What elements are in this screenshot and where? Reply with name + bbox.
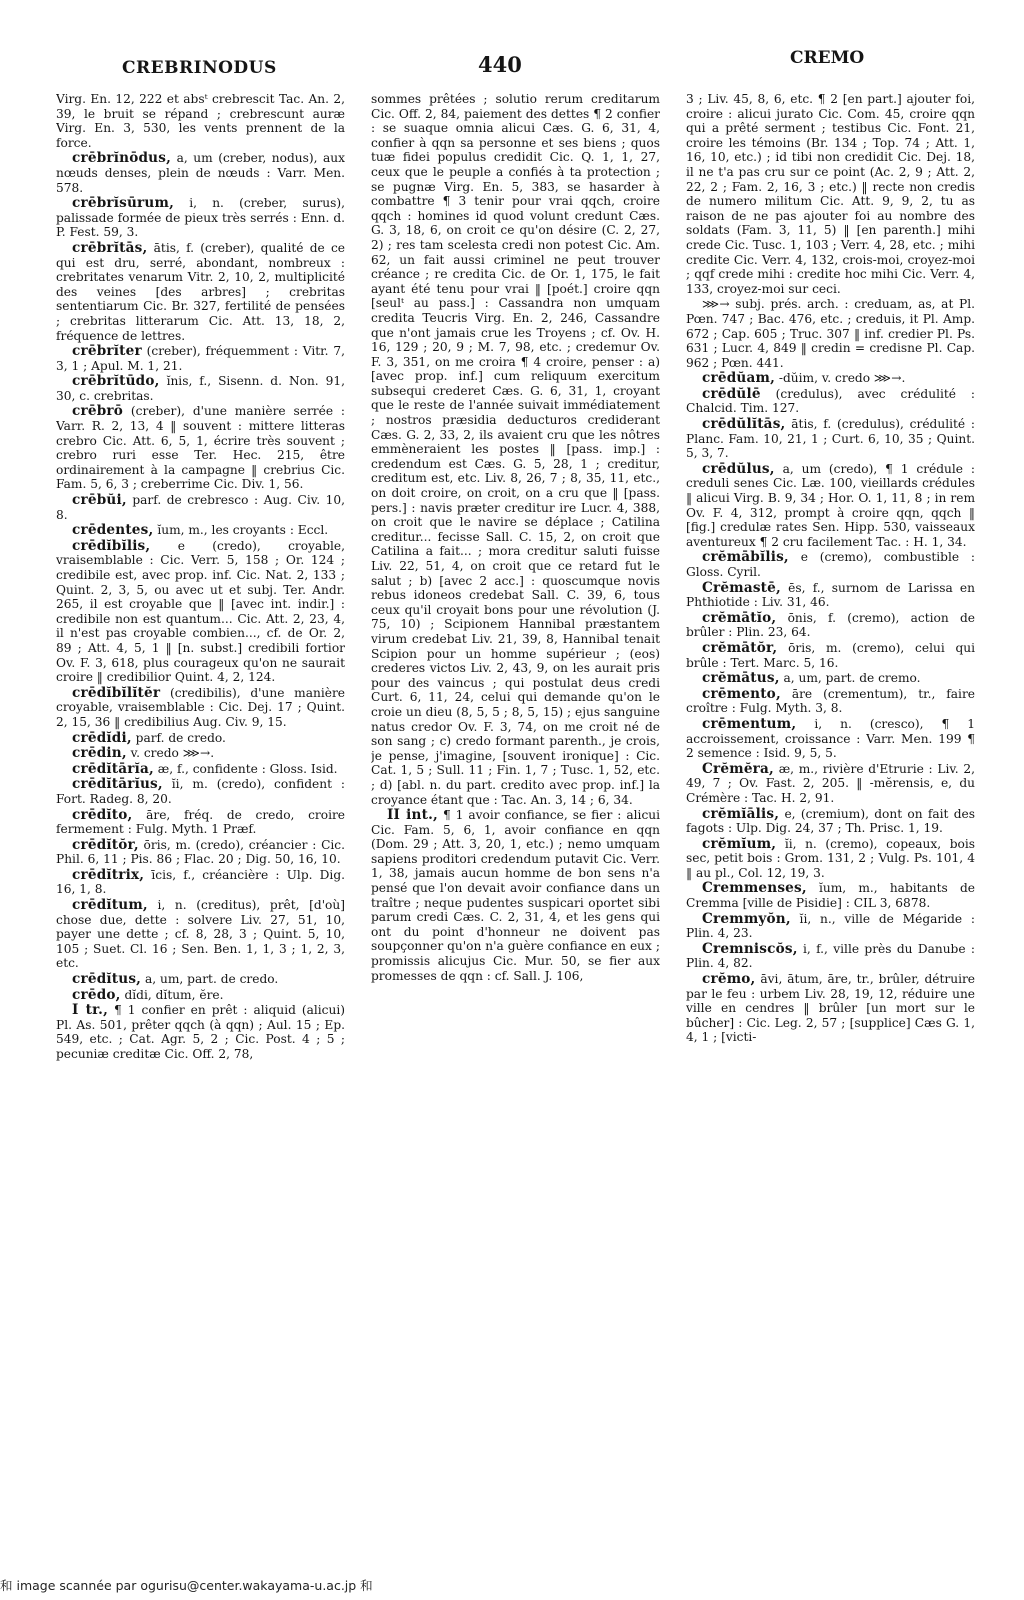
- entry-headword: crēdŭam,: [702, 370, 776, 387]
- entry-text: Virg. En. 12, 222 et absᵗ crebrescit Tac. An. 2, 39, le bruit se répand ; crebrescunt auræ Virg. En. 3, 530, les vents prennent de la force.: [56, 92, 345, 150]
- entry-headword: crēdŭlĭtās,: [702, 416, 786, 433]
- entry-text: a, um, part. de cremo.: [783, 671, 921, 686]
- entry-text: āvi, ātum, āre, tr., brûler, détruire par le feu : urbem Liv. 28, 19, 12, réduire une ville en cendres ‖ brûler [un mort sur le bûcher] : Cic. Leg. 2, 57 ; [supplice] Cæs G. 1, 4, 1 ; [victi-: [686, 972, 975, 1045]
- entry-headword: I tr.,: [72, 1002, 109, 1019]
- entry-text: 3 ; Liv. 45, 8, 6, etc. ¶ 2 [en part.] ajouter foi, croire : alicui jurato Cic. Com. 45, croire qqn qui a prêté serment ; testibus Cic. Font. 21, croire les témoins (Br. 134 ; Top. 74 ; Att. 1, 16, 10, etc.) ; id tibi non credidit Cic. Dej. 18, il ne t'a pas cru sur ce point (Ac. 2, 9 ; Att. 2, 22, 2 ; Fam. 2, 16, 3 ; etc.) ‖ recte non credis de numero militum Cic. Att. 9, 9, 2, tu as raison de ne pas ajouter foi au nombre des soldats (Fam. 3, 11, 5) ‖ [en parenth.] mihi crede Cic. Tusc. 1, 103 ; Verr. 4, 28, etc. ; mihi credite Cic. Verr. 4, 132, crois-moi, croyez-moi ; qqf crede mihi : credite hoc mihi Cic. Verr. 4, 133, croyez-moi sur ceci.: [686, 92, 975, 296]
- dictionary-entry: [686, 942, 975, 971]
- running-head-right: CREMO: [790, 48, 865, 68]
- entry-text: (credibilis), d'une manière croyable, vraisemblable : Cic. Dej. 17 ; Quint. 2, 15, 36 ‖ credibilius Aug. Civ. 9, 15.: [56, 685, 345, 729]
- entry-text: ¶ 1 avoir confiance, se fier : alicui Cic. Fam. 5, 6, 1, avoir confiance en qqn (Dom. 29 ; Att. 3, 20, 1, etc.) ; nemo umquam sapiens proditori credendum putavit Cic. Verr. 1, 38, jamais aucun homme de bon sens n'a pensé que l'on devait avoir confiance dans un traître ; neque pudentes suspicari oportet sibi parum credi Cæs. C. 2, 31, 4, et les gens qui ont du point d'honneur ne doivent pas soupçonner qu'on n'a guère confiance en eux ; promissis alicujus Cic. Mur. 50, se fier aux promesses de qqn : cf. Sall. J. 106,: [371, 808, 660, 983]
- entry-headword: crĕmo,: [702, 971, 756, 988]
- entry-headword: crēmento,: [702, 685, 781, 702]
- entry-text: ōris, m. (credo), créancier : Cic. Phil. 6, 11 ; Pis. 86 ; Flac. 20 ; Dig. 50, 16, 10.: [56, 837, 345, 867]
- entry-text: -dŭim, v. credo ⋙→.: [778, 371, 906, 386]
- entry-text: e (cremo), combustible : Gloss. Cyril.: [686, 550, 975, 579]
- entry-text: sommes prêtées ; solutio rerum creditarum Cic. Off. 2, 84, paiement des dettes ¶ 2 confier : se suaque omnia alicui Cæs. G. 6, 31, 4, confier à qqn sa personne et ses biens ; quos tuæ fidei populus credidit Cic. Q. 1, 1, 27, ceux que le peuple a confiés à ta protection ; se pugnæ Virg. En. 5, 383, se hasarder à combattre ¶ 3 tenir pour vrai qqch, croire qqch : homines id quod volunt credunt Cæs. G. 3, 18, 6, on croit ce qu'on désire (C. 2, 27, 2) ; res tam scelesta credi non potest Cic. Am. 62, un fait aussi criminel ne peut trouver créance ; re credita Cic. de Or. 1, 175, le fait ayant été tenu pour vrai ‖ [poét.] croire qqn [seulᵗ au pass.] : Cassandra non umquam credita Teucris Virg. En. 2, 246, Cassandre que n'ont jamais crue les Troyens ; cf. Ov. H. 16, 129 ; 20, 9 ; M. 7, 98, etc. ; credemur Ov. F. 3, 351, on me croira ¶ 4 croire, penser : a) [avec prop. inf.] cum reliquum exercitum subsequi crederet Cæs. G. 6, 31, 1, croyant que le reste de l'année suivait immédiatement ; nostros præsidia deducturos crediderant Cæs. G. 2, 33, 2, ils avaient cru que les nôtres emmèneraient les postes ‖ [pass. imp.] : credendum est Cæs. G. 5, 28, 1 ; creditur, creditum est, etc. Liv. 8, 26, 7 ; 8, 35, 11, etc., on doit croire, on croit, on a cru que ‖ [pass. pers.] : navis præter creditur ire Lucr. 4, 388, on croit que le navire se déplace ; Catilina creditur... fecisse Sall. C. 15, 2, on croit que Catilina a fait... ; mora creditur saluti fuisse Liv. 22, 51, 4, on croit que ce retard fut le salut ; b) [avec 2 acc.] : quoscumque novis rebus idoneos credebat Sall. C. 39, 6, tous ceux qu'il croyait bons pour une révolution (J. 75, 10) ; Scipionem Hannibal præstantem virum credebat Liv. 21, 39, 8, Hannibal tenait Scipion pour un homme supérieur ; (eos) crederes victos Liv. 2, 43, 9, on les aurait pris pour des vaincus ; qui postulat deus credi Curt. 6, 11, 24, celui qui demande qu'on le croie un dieu (8, 5, 5 ; 8, 5, 15) ; ejus sanguine natus credor Ov. F. 3, 74, on me croit né de son sang ; c) credo formant parenth., je crois, je pense, j'imagine, [souvent ironique] : Cic. Cat. 1, 5 ; Sull. 11 ; Fin. 1, 7 ; Tusc. 1, 52, etc. ; d) [abl. n. du part. credito avec prop. inf.] la croyance étant que : Tac. An. 3, 14 ; 6, 34.: [371, 92, 660, 807]
- entry-continuation: [686, 297, 975, 370]
- dictionary-entry: [686, 912, 975, 941]
- entry-text: ōnis, f. (cremo), action de brûler : Plin. 23, 64.: [686, 610, 975, 640]
- dictionary-entry: [56, 972, 345, 987]
- running-head-left: CREBRINODUS: [122, 58, 277, 78]
- dictionary-entry: [686, 550, 975, 579]
- entry-headword: Cremmyŏn,: [702, 910, 791, 927]
- dictionary-entry: [56, 777, 345, 806]
- entry-text: ĭi, m. (credo), confident : Fort. Radeg. 8, 20.: [56, 777, 345, 806]
- dictionary-entry: [686, 717, 975, 761]
- dictionary-entry: [56, 539, 345, 685]
- dictionary-entry: [56, 404, 345, 492]
- entry-headword: Crĕmĕra,: [702, 760, 774, 777]
- dictionary-entry: [686, 611, 975, 640]
- entry-headword: crēbŭi,: [72, 492, 127, 509]
- entry-text: e, (cremium), dont on fait des fagots : Ulp. Dig. 24, 37 ; Th. Prisc. 1, 19.: [686, 806, 975, 836]
- dictionary-entry: [686, 387, 975, 416]
- dictionary-entry: [56, 686, 345, 730]
- entry-text: āre, fréq. de credo, croire fermement : Fulg. Myth. 1 Præf.: [56, 807, 345, 837]
- entry-headword: crĕmātŏr,: [702, 639, 778, 656]
- entry-headword: II int.,: [387, 807, 438, 824]
- dictionary-entry: [686, 462, 975, 550]
- entry-headword: crēdŭlus,: [702, 460, 775, 477]
- entry-text: īcis, f., créancière : Ulp. Dig. 16, 1, 8.: [56, 867, 345, 897]
- entry-headword: crēdĭdi,: [72, 729, 132, 746]
- column-left: [56, 92, 345, 1530]
- entry-text: a, um (creber, nodus), aux nœuds denses, plein de nœuds : Varr. Men. 578.: [56, 151, 345, 195]
- entry-text: v. credo ⋙→.: [130, 746, 215, 761]
- entry-text: (creber), fréquemment : Vitr. 7, 3, 1 ; Apul. M. 1, 21.: [56, 344, 345, 373]
- dictionary-entry: [56, 493, 345, 522]
- dictionary-entry: [56, 731, 345, 746]
- entry-headword: crēdĭbĭlĭtĕr: [72, 684, 161, 701]
- entry-continuation: [56, 92, 345, 150]
- entry-text: ĭnis, f., Sisenn. d. Non. 91, 30, c. crebritas.: [56, 374, 345, 403]
- page-number: 440: [478, 52, 522, 77]
- entry-text: i, n. (creditus), prêt, [d'où] chose due, dette : solvere Liv. 27, 51, 10, payer une dette ; cf. 8, 28, 3 ; Quint. 5, 10, 105 ; Suet. Cl. 16 ; Sen. Ben. 1, 1, 3 ; 1, 2, 3, etc.: [56, 898, 345, 971]
- entry-headword: crēdin,: [72, 745, 127, 762]
- dictionary-entry: [56, 151, 345, 195]
- dictionary-entry: [686, 371, 975, 386]
- entry-text: ⋙→ subj. prés. arch. : creduam, as, at Pl. Pœn. 747 ; Bac. 476, etc. ; creduis, it Pl. Amp. 672 ; Cap. 605 ; Truc. 307 ‖ inf. credier Pl. Ps. 631 ; Lucr. 4, 849 ‖ credin = credisne Pl. Cap. 962 ; Pœn. 441.: [686, 297, 975, 370]
- dictionary-entry: [56, 762, 345, 777]
- dictionary-entry: [56, 1003, 345, 1061]
- entry-headword: crĕmātus,: [702, 670, 780, 687]
- entry-text: āre (crementum), tr., faire croître : Fulg. Myth. 3, 8.: [686, 686, 975, 716]
- entry-headword: crĕmĭālis,: [702, 805, 780, 822]
- entry-text: ĭum, m., les croyants : Eccl.: [157, 523, 329, 538]
- entry-headword: Cremmenses,: [702, 880, 807, 897]
- dictionary-entry: [686, 881, 975, 910]
- entry-headword: crĕmābĭlis,: [702, 549, 789, 566]
- entry-text: a, um, part. de credo.: [144, 972, 279, 987]
- entry-text: ēs, f., surnom de Larissa en Phthiotide : Liv. 31, 46.: [686, 580, 975, 610]
- entry-continuation: [686, 92, 975, 296]
- entry-headword: crēbrĭnōdus,: [72, 150, 172, 167]
- entry-headword: crēdentes,: [72, 522, 154, 539]
- entry-headword: Cremniscŏs,: [702, 940, 798, 957]
- dictionary-entry: [56, 808, 345, 837]
- entry-text: ĭi, n. (cremo), copeaux, bois sec, petit bois : Grom. 131, 2 ; Vulg. Ps. 101, 4 ‖ au pl., Col. 12, 19, 3.: [686, 836, 975, 880]
- entry-headword: crēdŭlē: [702, 385, 761, 402]
- entry-headword: crēdĭto,: [72, 806, 133, 823]
- entry-text: ĭi, n., ville de Mégaride : Plin. 4, 23.: [686, 911, 975, 941]
- column-right: [686, 92, 975, 1530]
- entry-text: ĭum, m., habitants de Cremma [ville de Pisidie] : CIL 3, 6878.: [686, 881, 975, 911]
- dictionary-entry: [56, 241, 345, 343]
- dictionary-entry: [686, 581, 975, 610]
- entry-text: æ, f., confidente : Gloss. Isid.: [157, 761, 338, 776]
- entry-headword: crēbrĭtūdo,: [72, 373, 160, 390]
- dictionary-entry: [56, 898, 345, 971]
- entry-headword: crēdĭtārĭus,: [72, 776, 163, 793]
- entry-text: (credulus), avec crédulité : Chalcid. Tim. 127.: [686, 386, 975, 416]
- dictionary-columns: [56, 92, 976, 1530]
- entry-headword: crĕmĭum,: [702, 835, 777, 852]
- dictionary-entry: [56, 746, 345, 761]
- entry-text: i, f., ville près du Danube : Plin. 4, 82.: [686, 941, 975, 971]
- dictionary-entry: [686, 807, 975, 836]
- entry-headword: crēdĭbĭlis,: [72, 537, 151, 554]
- dictionary-entry: [686, 837, 975, 881]
- page-header: [0, 48, 1024, 88]
- entry-headword: crēbrĭtās,: [72, 239, 148, 256]
- dictionary-entry: [56, 344, 345, 373]
- dictionary-entry: [686, 671, 975, 686]
- dictionary-entry: [686, 762, 975, 806]
- entry-headword: crĕmātĭo,: [702, 609, 777, 626]
- entry-headword: crēbrĭter: [72, 343, 142, 360]
- dictionary-entry: [371, 808, 660, 983]
- entry-headword: Crĕmastē,: [702, 579, 781, 596]
- column-middle: [371, 92, 660, 1530]
- entry-text: dĭdi, dĭtum, ĕre.: [124, 987, 224, 1002]
- dictionary-entry: [686, 641, 975, 670]
- entry-headword: crēdo,: [72, 986, 121, 1003]
- entry-text: ātis, f. (creber), qualité de ce qui est dru, serré, abondant, nombreux : crebritates venarum Vitr. 2, 10, 2, multiplicité des veines [des arbres] ; crebritas sententiarum Cic. Br. 327, fertilité de pensées ; crebritas litterarum Cic. Att. 13, 18, 2, fréquence de lettres.: [56, 240, 345, 343]
- entry-headword: crēdĭtum,: [72, 897, 148, 914]
- entry-text: ātis, f. (credulus), crédulité : Planc. Fam. 10, 21, 1 ; Curt. 6, 10, 35 ; Quint. 5, 3, 7.: [686, 417, 975, 461]
- entry-headword: crēdĭtārĭa,: [72, 760, 154, 777]
- dictionary-entry: [56, 988, 345, 1003]
- entry-headword: crēdĭtus,: [72, 971, 142, 988]
- scan-credit-footer: [0, 1576, 1024, 1596]
- dictionary-entry: [686, 687, 975, 716]
- entry-text: a, um (credo), ¶ 1 crédule : creduli senes Cic. Læ. 100, vieillards crédules ‖ alicui Virg. B. 9, 34 ; Hor. O. 1, 11, 8 ; in rem Ov. F. 4, 312, prompt à croire qqn, qqch ‖ [fig.] credulæ rates Sen. Hipp. 530, vaisseaux aventureux ¶ 2 cru facilement Tac. : H. 1, 34.: [686, 461, 975, 549]
- entry-text: parf. de crebresco : Aug. Civ. 10, 8.: [56, 493, 345, 522]
- entry-text: i, n. (cresco), ¶ 1 accroissement, croissance : Varr. Men. 199 ¶ 2 semence : Isid. 9, 5, 5.: [686, 716, 975, 761]
- dictionary-entry: [56, 838, 345, 867]
- entry-text: parf. de credo.: [135, 730, 226, 745]
- entry-text: (creber), d'une manière serrée : Varr. R. 2, 13, 4 ‖ souvent : mittere litteras crebro Cic. Att. 6, 5, 1, écrire très souvent ; crebro ruri esse Ter. Hec. 215, être ordinairement à la campagne ‖ crebrius Cic. Fam. 5, 6, 3 ; creberrime Cic. Div. 1, 56.: [56, 404, 345, 492]
- dictionary-entry: [56, 374, 345, 403]
- entry-text: e (credo), croyable, vraisemblable : Cic. Verr. 5, 158 ; Or. 124 ; credibile est, avec prop. inf. Cic. Nat. 2, 133 ; Quint. 2, 3, 5, ou avec ut et subj. Ter. Andr. 265, il est croyable que ‖ [avec int. indir.] : credibile non est quantum... Cic. Att. 2, 23, 4, il n'est pas croyable combien..., cf. de Or. 2, 89 ; Att. 4, 5, 1 ‖ [n. subst.] credibili fortior Ov. F. 3, 618, plus courageux qu'on ne saurait croire ‖ credibilior Quint. 4, 2, 124.: [56, 538, 345, 685]
- dictionary-entry: [56, 523, 345, 538]
- dictionary-entry: [686, 972, 975, 1045]
- entry-headword: crēbrĭsūrum,: [72, 195, 175, 212]
- scan-credit-text: 和 image scannée par ogurisu@center.wakayama-u.ac.jp 和: [0, 1578, 373, 1593]
- dictionary-entry: [56, 868, 345, 897]
- entry-headword: crēdĭtŏr,: [72, 836, 139, 853]
- entry-text: ōris, m. (cremo), celui qui brûle : Tert. Marc. 5, 16.: [686, 640, 975, 670]
- entry-headword: crēbrō: [72, 403, 124, 420]
- entry-text: ¶ 1 confier en prêt : aliquid (alicui) Pl. As. 501, prêter qqch (à qqn) ; Aul. 15 ; Ep. 549, etc. ; Cat. Agr. 5, 2 ; Cic. Post. 4 ; 5 ; pecuniæ creditæ Cic. Off. 2, 78,: [56, 1003, 345, 1061]
- entry-headword: crēmentum,: [702, 715, 797, 732]
- entry-headword: crēdĭtrix,: [72, 866, 145, 883]
- dictionary-entry: [56, 196, 345, 240]
- entry-text: æ, m., rivière d'Etrurie : Liv. 2, 49, 7 ; Ov. Fast. 2, 205. ‖ -mĕrensis, e, du Crémère : Tac. H. 2, 91.: [686, 761, 975, 805]
- entry-continuation: [371, 92, 660, 807]
- entry-text: i, n. (creber, surus), palissade formée de pieux très serrés : Enn. d. P. Fest. 59, 3.: [56, 196, 345, 240]
- dictionary-entry: [686, 417, 975, 461]
